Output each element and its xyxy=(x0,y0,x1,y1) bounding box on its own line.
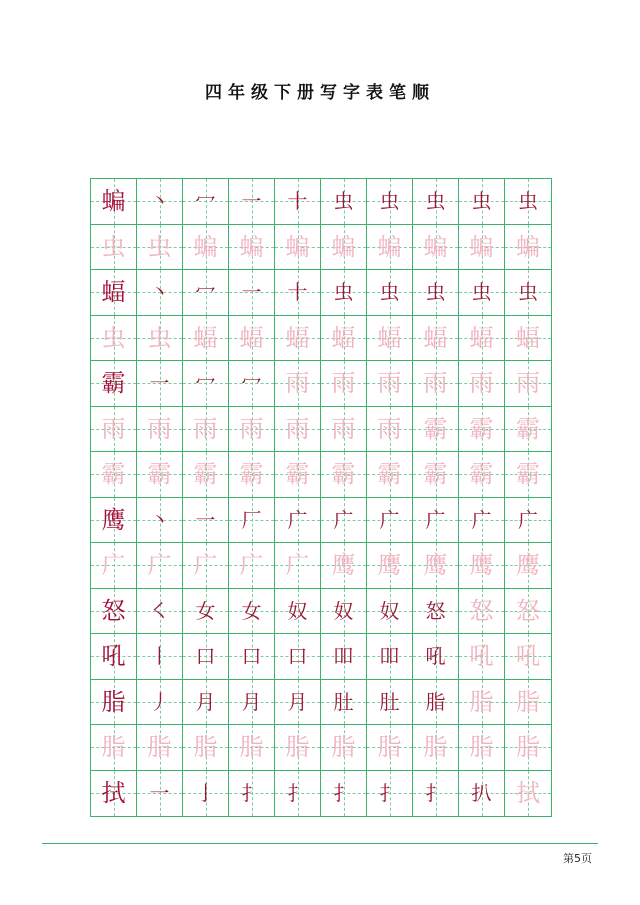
stroke-step: 广 xyxy=(471,507,492,532)
grid-cell xyxy=(459,270,505,316)
grid-cell xyxy=(183,680,229,726)
grid-cell xyxy=(367,452,413,498)
grid-cell xyxy=(413,316,459,362)
trace-character: 雨 xyxy=(331,414,356,443)
trace-character: 脂 xyxy=(516,733,540,762)
grid-cell xyxy=(321,680,367,726)
model-character: 吼 xyxy=(101,642,126,671)
grid-cell xyxy=(275,316,321,362)
trace-character: 霸 xyxy=(193,460,218,489)
trace-character: 脂 xyxy=(423,733,448,762)
trace-character: 怒 xyxy=(516,596,540,625)
trace-character: 脂 xyxy=(193,733,218,762)
grid-cell xyxy=(91,179,137,225)
stroke-step: 冖 xyxy=(195,189,216,214)
grid-cell xyxy=(229,225,275,271)
stroke-step: 虫 xyxy=(471,280,492,305)
stroke-step: 怒 xyxy=(425,598,446,623)
trace-character: 霸 xyxy=(516,460,540,489)
grid-cell xyxy=(275,270,321,316)
grid-cell xyxy=(413,361,459,407)
grid-cell xyxy=(321,771,367,817)
grid-cell xyxy=(229,771,275,817)
trace-character: 蝠 xyxy=(377,323,402,352)
grid-cell xyxy=(183,771,229,817)
trace-character: 脂 xyxy=(516,687,540,716)
grid-cell xyxy=(229,316,275,362)
stroke-step: 广 xyxy=(379,507,400,532)
trace-character: 蝙 xyxy=(331,232,356,261)
grid-cell xyxy=(367,316,413,362)
trace-character: 雨 xyxy=(516,369,540,398)
trace-character: 蝙 xyxy=(285,232,310,261)
grid-cell xyxy=(137,452,183,498)
grid-cell xyxy=(459,225,505,271)
grid-cell xyxy=(137,361,183,407)
stroke-step: 广 xyxy=(518,507,538,532)
stroke-step: 女 xyxy=(241,598,262,623)
trace-character: 脂 xyxy=(285,733,310,762)
grid-cell xyxy=(321,452,367,498)
trace-character: 拭 xyxy=(516,779,540,808)
grid-cell xyxy=(367,270,413,316)
trace-character: 蝠 xyxy=(469,323,494,352)
trace-character: 蝠 xyxy=(516,323,540,352)
trace-character: 虫 xyxy=(147,323,172,352)
grid-cell xyxy=(229,498,275,544)
trace-character: 脂 xyxy=(239,733,264,762)
grid-cell xyxy=(137,225,183,271)
grid-cell xyxy=(275,452,321,498)
stroke-step: 虫 xyxy=(379,189,400,214)
stroke-step: ㇛ xyxy=(149,598,170,623)
grid-cell xyxy=(91,543,137,589)
grid-cell xyxy=(413,589,459,635)
grid-cell xyxy=(91,270,137,316)
grid-cell xyxy=(91,680,137,726)
grid-cell xyxy=(91,771,137,817)
model-character: 鹰 xyxy=(101,505,126,534)
grid-cell xyxy=(183,452,229,498)
grid-cell xyxy=(413,179,459,225)
practice-grid xyxy=(90,178,552,817)
grid-cell xyxy=(91,361,137,407)
trace-character: 吼 xyxy=(516,642,540,671)
stroke-step: 扌 xyxy=(287,781,308,806)
grid-cell xyxy=(321,589,367,635)
grid-cell xyxy=(275,634,321,680)
trace-character: 广 xyxy=(285,551,310,580)
grid-cell xyxy=(413,543,459,589)
trace-character: 蝠 xyxy=(331,323,356,352)
grid-cell xyxy=(275,725,321,771)
stroke-step: 虫 xyxy=(379,280,400,305)
grid-cell xyxy=(183,725,229,771)
grid-cell xyxy=(183,589,229,635)
stroke-step: 一 xyxy=(241,280,262,305)
stroke-step: 冖 xyxy=(241,371,262,396)
model-character: 怒 xyxy=(101,596,126,625)
trace-character: 鹰 xyxy=(469,551,494,580)
grid-cell xyxy=(229,680,275,726)
grid-cell xyxy=(459,316,505,362)
stroke-step: 虫 xyxy=(518,280,538,305)
trace-character: 脂 xyxy=(469,733,494,762)
stroke-step: 吅 xyxy=(379,644,400,669)
stroke-step: 肚 xyxy=(379,689,400,714)
trace-character: 雨 xyxy=(469,369,494,398)
grid-cell xyxy=(229,634,275,680)
trace-character: 广 xyxy=(239,551,264,580)
trace-character: 霸 xyxy=(469,414,494,443)
trace-character: 蝙 xyxy=(377,232,402,261)
trace-character: 雨 xyxy=(377,369,402,398)
trace-character: 雨 xyxy=(423,369,448,398)
trace-character: 雨 xyxy=(193,414,218,443)
trace-character: 雨 xyxy=(101,414,126,443)
stroke-step: 丶 xyxy=(149,189,170,214)
grid-cell xyxy=(275,225,321,271)
stroke-step: 丶 xyxy=(149,280,170,305)
stroke-step: 丨 xyxy=(149,644,170,669)
trace-character: 蝠 xyxy=(193,323,218,352)
grid-cell xyxy=(459,407,505,453)
trace-character: 鹰 xyxy=(331,551,356,580)
grid-cell xyxy=(91,452,137,498)
grid-cell xyxy=(91,407,137,453)
trace-character: 霸 xyxy=(423,414,448,443)
stroke-step: 月 xyxy=(241,689,262,714)
trace-character: 蝙 xyxy=(516,232,540,261)
trace-character: 雨 xyxy=(239,414,264,443)
grid-cell xyxy=(413,225,459,271)
trace-character: 虫 xyxy=(147,232,172,261)
grid-cell xyxy=(459,361,505,407)
grid-cell xyxy=(459,725,505,771)
grid-cell xyxy=(321,270,367,316)
stroke-step: 口 xyxy=(195,644,216,669)
grid-cell xyxy=(137,179,183,225)
trace-character: 霸 xyxy=(377,460,402,489)
grid-cell xyxy=(229,725,275,771)
stroke-step: 肚 xyxy=(333,689,354,714)
grid-cell xyxy=(413,452,459,498)
grid-cell xyxy=(459,589,505,635)
trace-character: 霸 xyxy=(101,460,126,489)
grid-cell xyxy=(367,225,413,271)
stroke-step: 一 xyxy=(195,507,216,532)
grid-cell xyxy=(459,680,505,726)
grid-cell xyxy=(459,452,505,498)
stroke-step: 冖 xyxy=(195,280,216,305)
trace-character: 怒 xyxy=(469,596,494,625)
stroke-step: 广 xyxy=(333,507,354,532)
stroke-step: 一 xyxy=(241,189,262,214)
trace-character: 蝙 xyxy=(239,232,264,261)
stroke-step: 虫 xyxy=(425,280,446,305)
stroke-step: 口 xyxy=(241,644,262,669)
trace-character: 霸 xyxy=(469,460,494,489)
trace-character: 脂 xyxy=(469,687,494,716)
grid-cell xyxy=(91,316,137,362)
grid-cell xyxy=(459,179,505,225)
grid-cell xyxy=(275,771,321,817)
stroke-step: 月 xyxy=(287,689,308,714)
grid-cell xyxy=(275,179,321,225)
trace-character: 鹰 xyxy=(423,551,448,580)
grid-cell xyxy=(275,407,321,453)
grid-cell xyxy=(505,225,551,271)
grid-cell xyxy=(275,361,321,407)
trace-character: 蝙 xyxy=(423,232,448,261)
trace-character: 蝠 xyxy=(285,323,310,352)
grid-cell xyxy=(137,407,183,453)
trace-character: 鹰 xyxy=(377,551,402,580)
model-character: 蝠 xyxy=(101,278,126,307)
grid-cell xyxy=(505,316,551,362)
grid-cell xyxy=(321,543,367,589)
grid-cell xyxy=(413,634,459,680)
stroke-step: 虫 xyxy=(518,189,538,214)
page-number: 第5页 xyxy=(563,852,592,865)
grid-cell xyxy=(137,725,183,771)
grid-cell xyxy=(505,543,551,589)
grid-cell xyxy=(91,589,137,635)
grid-cell xyxy=(183,316,229,362)
grid-cell xyxy=(275,543,321,589)
grid-cell xyxy=(321,316,367,362)
grid-cell xyxy=(413,498,459,544)
grid-cell xyxy=(137,543,183,589)
trace-character: 蝙 xyxy=(193,232,218,261)
page-title: 四年级下册写字表笔顺 xyxy=(205,83,435,103)
stroke-step: 冖 xyxy=(195,371,216,396)
stroke-step: 口 xyxy=(287,644,308,669)
grid-cell xyxy=(505,589,551,635)
grid-cell xyxy=(367,680,413,726)
grid-cell xyxy=(321,634,367,680)
grid-cell xyxy=(367,361,413,407)
grid-cell xyxy=(137,270,183,316)
grid-cell xyxy=(183,225,229,271)
grid-cell xyxy=(275,589,321,635)
grid-cell xyxy=(229,407,275,453)
grid-cell xyxy=(137,498,183,544)
grid-cell xyxy=(229,452,275,498)
stroke-step: 广 xyxy=(287,507,308,532)
grid-cell xyxy=(183,543,229,589)
grid-cell xyxy=(321,725,367,771)
trace-character: 雨 xyxy=(377,414,402,443)
grid-cell xyxy=(413,270,459,316)
stroke-step: 女 xyxy=(195,598,216,623)
grid-cell xyxy=(229,270,275,316)
trace-character: 脂 xyxy=(377,733,402,762)
grid-cell xyxy=(459,771,505,817)
trace-character: 虫 xyxy=(101,323,126,352)
grid-cell xyxy=(183,361,229,407)
stroke-step: 一 xyxy=(149,781,170,806)
trace-character: 蝠 xyxy=(423,323,448,352)
grid-cell xyxy=(505,680,551,726)
grid-cell xyxy=(183,634,229,680)
grid-cell xyxy=(183,407,229,453)
stroke-step: 亅 xyxy=(195,781,216,806)
trace-character: 霸 xyxy=(285,460,310,489)
grid-cell xyxy=(229,589,275,635)
grid-cell xyxy=(505,771,551,817)
grid-cell xyxy=(321,179,367,225)
grid-cell xyxy=(367,771,413,817)
grid-cell xyxy=(91,725,137,771)
grid-cell xyxy=(505,407,551,453)
grid-cell xyxy=(505,270,551,316)
grid-cell xyxy=(459,543,505,589)
trace-character: 广 xyxy=(193,551,218,580)
stroke-step: 虫 xyxy=(333,189,354,214)
trace-character: 脂 xyxy=(331,733,356,762)
stroke-step: 丿 xyxy=(149,689,170,714)
trace-character: 广 xyxy=(147,551,172,580)
stroke-step: 扌 xyxy=(333,781,354,806)
grid-cell xyxy=(137,316,183,362)
stroke-step: 奴 xyxy=(287,598,308,623)
trace-character: 霸 xyxy=(147,460,172,489)
trace-character: 霸 xyxy=(239,460,264,489)
grid-cell xyxy=(137,771,183,817)
grid-cell xyxy=(413,725,459,771)
trace-character: 雨 xyxy=(147,414,172,443)
grid-cell xyxy=(367,543,413,589)
stroke-step: 厂 xyxy=(241,507,262,532)
stroke-step: 月 xyxy=(195,689,216,714)
grid-cell xyxy=(91,225,137,271)
trace-character: 霸 xyxy=(331,460,356,489)
grid-cell xyxy=(413,680,459,726)
stroke-step: 奴 xyxy=(379,598,400,623)
trace-character: 蝙 xyxy=(469,232,494,261)
trace-character: 脂 xyxy=(147,733,172,762)
grid-cell xyxy=(275,680,321,726)
stroke-step: 吼 xyxy=(425,644,446,669)
model-character: 蝙 xyxy=(101,187,126,216)
grid-cell xyxy=(459,634,505,680)
stroke-step: 扌 xyxy=(241,781,262,806)
stroke-step: 扌 xyxy=(425,781,446,806)
grid-cell xyxy=(367,498,413,544)
stroke-step: 奴 xyxy=(333,598,354,623)
stroke-step: 虫 xyxy=(471,189,492,214)
trace-character: 广 xyxy=(101,551,126,580)
grid-cell xyxy=(183,270,229,316)
model-character: 脂 xyxy=(101,687,126,716)
trace-character: 蝠 xyxy=(239,323,264,352)
grid-cell xyxy=(321,407,367,453)
trace-character: 虫 xyxy=(101,232,126,261)
grid-cell xyxy=(505,179,551,225)
grid-cell xyxy=(413,407,459,453)
stroke-step: 扌 xyxy=(379,781,400,806)
stroke-step: 脂 xyxy=(425,689,446,714)
stroke-step: 丶 xyxy=(149,507,170,532)
grid-cell xyxy=(137,634,183,680)
footer-divider xyxy=(42,843,598,844)
stroke-step: 扒 xyxy=(471,781,492,806)
grid-cell xyxy=(137,680,183,726)
grid-cell xyxy=(229,543,275,589)
trace-character: 吼 xyxy=(469,642,494,671)
grid-cell xyxy=(505,725,551,771)
stroke-step: 一 xyxy=(149,371,170,396)
grid-cell xyxy=(505,498,551,544)
grid-cell xyxy=(505,452,551,498)
stroke-step: 广 xyxy=(425,507,446,532)
model-character: 霸 xyxy=(101,369,126,398)
grid-cell xyxy=(321,361,367,407)
grid-cell xyxy=(367,725,413,771)
trace-character: 雨 xyxy=(285,414,310,443)
grid-cell xyxy=(367,179,413,225)
stroke-step: 十 xyxy=(287,280,308,305)
grid-cell xyxy=(275,498,321,544)
grid-cell xyxy=(137,589,183,635)
grid-cell xyxy=(505,634,551,680)
grid-cell xyxy=(183,179,229,225)
model-character: 拭 xyxy=(101,779,126,808)
grid-cell xyxy=(321,498,367,544)
stroke-step: 虫 xyxy=(425,189,446,214)
trace-character: 霸 xyxy=(423,460,448,489)
trace-character: 雨 xyxy=(285,369,310,398)
grid-cell xyxy=(367,589,413,635)
trace-character: 脂 xyxy=(101,733,126,762)
trace-character: 雨 xyxy=(331,369,356,398)
trace-character: 霸 xyxy=(516,414,540,443)
grid-cell xyxy=(321,225,367,271)
grid-cell xyxy=(367,407,413,453)
stroke-step: 吅 xyxy=(333,644,354,669)
stroke-step: 虫 xyxy=(333,280,354,305)
grid-cell xyxy=(229,361,275,407)
grid-cell xyxy=(91,634,137,680)
trace-character: 鹰 xyxy=(516,551,540,580)
grid-cell xyxy=(367,634,413,680)
grid-cell xyxy=(413,771,459,817)
grid-cell xyxy=(183,498,229,544)
stroke-step: 十 xyxy=(287,189,308,214)
grid-cell xyxy=(505,361,551,407)
grid-cell xyxy=(229,179,275,225)
grid-cell xyxy=(459,498,505,544)
grid-cell xyxy=(91,498,137,544)
